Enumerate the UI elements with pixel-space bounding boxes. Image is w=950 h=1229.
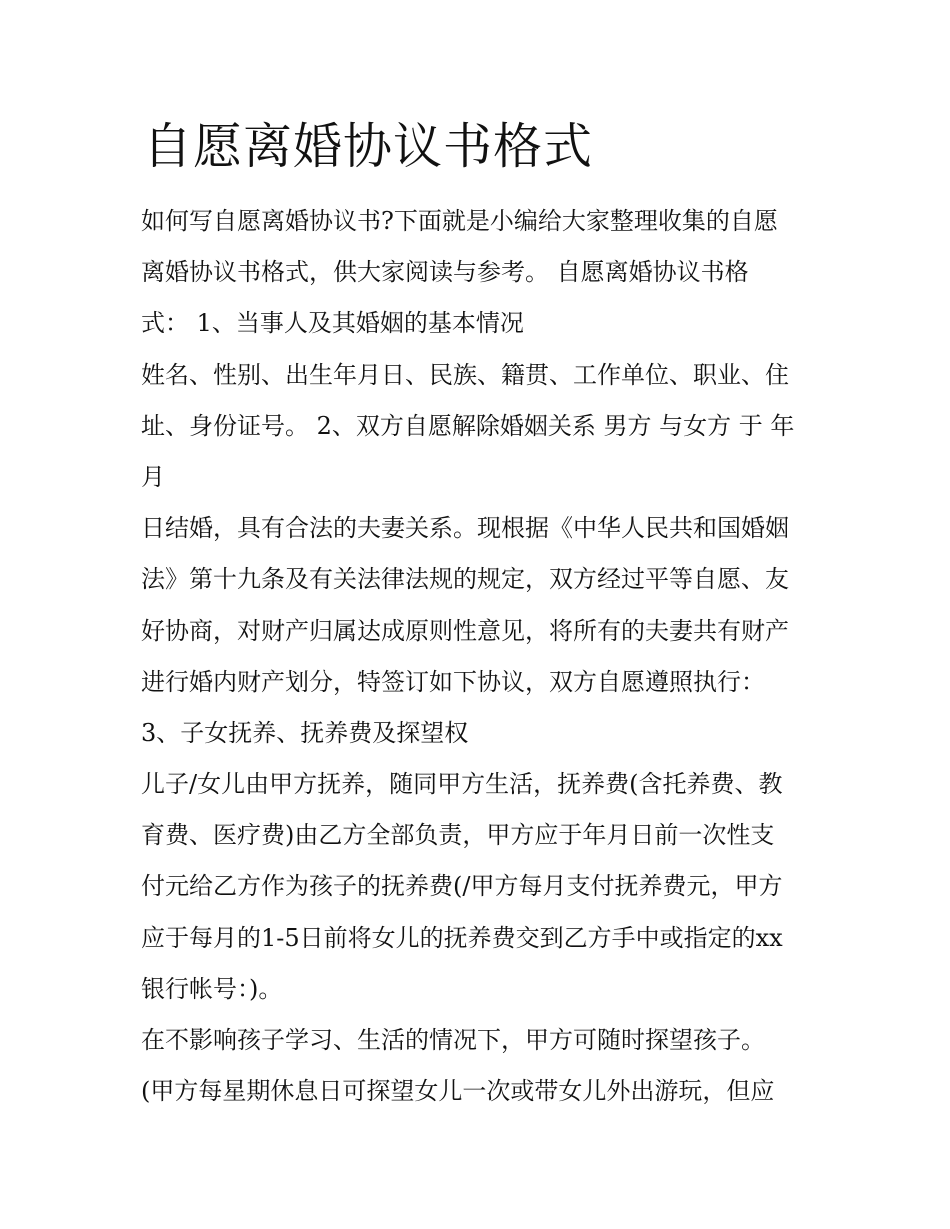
body-line: 离婚协议书格式，供大家阅读与参考。 自愿离婚协议书格 [141,258,749,287]
body-line: 付元给乙方作为孩子的抚养费(/甲方每月支付抚养费元，甲方 [141,872,783,901]
body-line: 儿子/女儿由甲方抚养，随同甲方生活，抚养费(含托养费、教 [141,770,783,799]
body-line: 进行婚内财产划分，特签订如下协议，双方自愿遵照执行： [141,667,765,696]
body-line: 在不影响孩子学习、生活的情况下，甲方可随时探望孩子。 [141,1026,765,1054]
body-line: 如何写自愿离婚协议书?下面就是小编给大家整理收集的自愿 [141,207,778,235]
document-body [141,196,821,1117]
body-line: 法》第十九条及有关法律法规的规定，双方经过平等自愿、友 [141,565,789,594]
body-line: 姓名、性别、出生年月日、民族、籍贯、工作单位、职业、住 [141,360,789,389]
body-line: 日结婚，具有合法的夫妻关系。现根据《中华人民共和国婚姻 [141,514,789,543]
body-line: 式： 1、当事人及其婚姻的基本情况 [141,309,524,338]
document-title: 自愿离婚协议书格式 [143,118,594,175]
body-line: 月 [141,462,165,491]
body-line: 应于每月的1-5日前将女儿的抚养费交到乙方手中或指定的xx [141,923,783,952]
body-line: 银行帐号：)。 [141,974,283,1003]
body-line: 址、身份证号。 2、双方自愿解除婚姻关系 男方 与女方 于 年 [141,411,795,440]
body-line: (甲方每星期休息日可探望女儿一次或带女儿外出游玩，但应 [141,1077,775,1106]
body-line: 好协商，对财产归属达成原则性意见，将所有的夫妻共有财产 [141,616,789,645]
body-line: 3、子女抚养、抚养费及探望权 [141,718,469,747]
body-line: 育费、医疗费)由乙方全部负责，甲方应于年月日前一次性支 [141,821,775,850]
